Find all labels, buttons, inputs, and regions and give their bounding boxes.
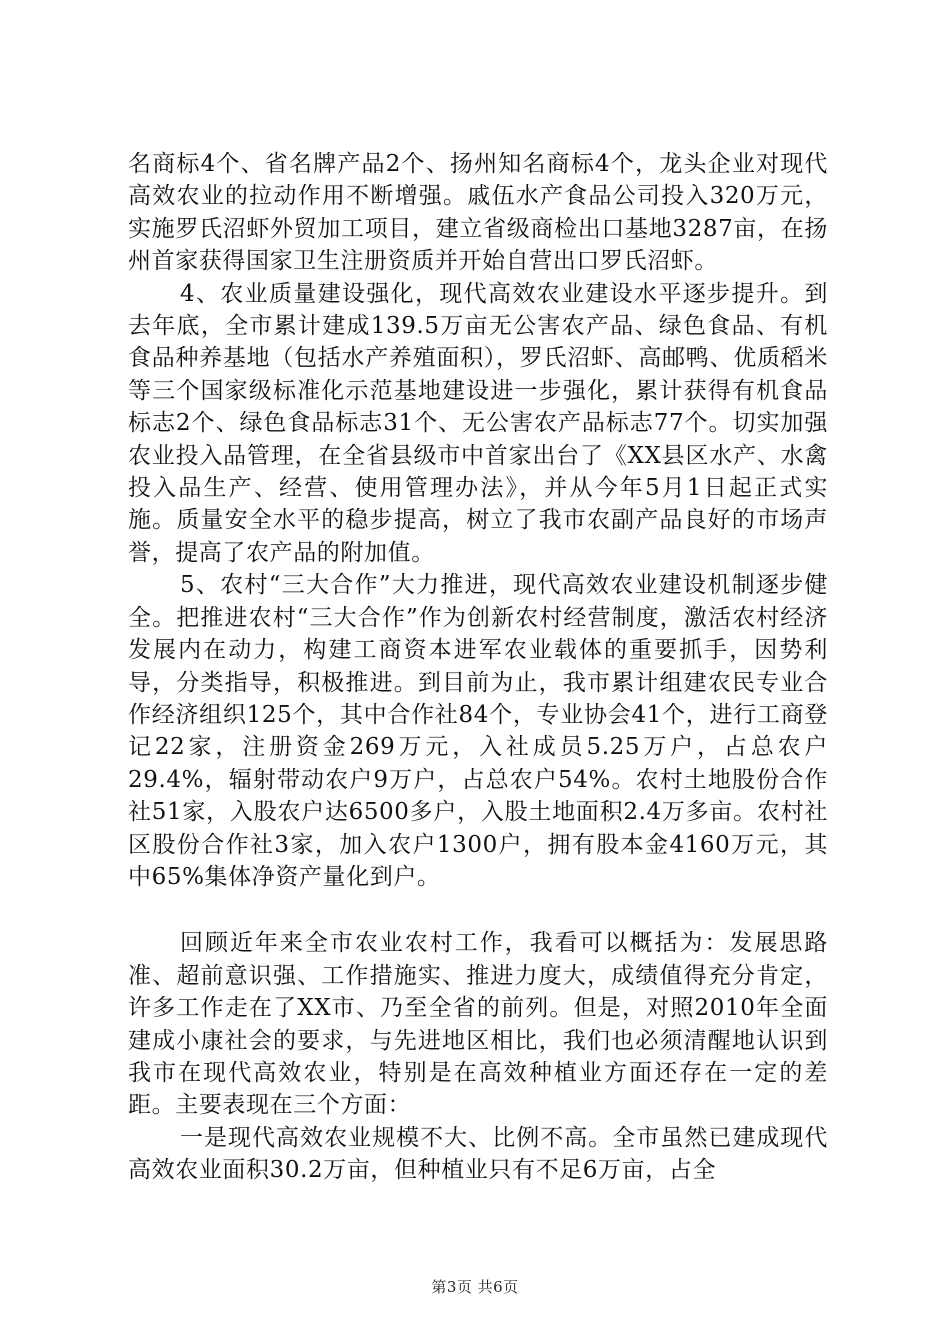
paragraph-review: 回顾近年来全市农业农村工作，我看可以概括为：发展思路准、超前意识强、工作措施实、推进力度大，成绩值得充分肯定，许多工作走在了XX市、乃至全省的前列。但是，对照2010年全面建成小康社会的要求，与先进地区相比，我们也必须清醒地认识到我市在现代高效农业，特别是在高效种植业方面还存在一定的差距。主要表现在三个方面： — [128, 930, 828, 1119]
paragraph-first-issue: 一是现代高效农业规模不大、比例不高。全市虽然已建成现代高效农业面积30.2万亩，但种植业只有不足6万亩，占全 — [128, 1124, 828, 1184]
document-body — [128, 148, 828, 1187]
paragraph-leading-brands: 名商标4个、省名牌产品2个、扬州知名商标4个，龙头企业对现代高效农业的拉动作用不断增强。戚伍水产食品公司投入320万元，实施罗氏沼虾外贸加工项目，建立省级商检出口基地3287亩，在扬州首家获得国家卫生注册资质并开始自营出口罗氏沼虾。 — [128, 151, 828, 275]
paragraph-quality-construction: 4、农业质量建设强化，现代高效农业建设水平逐步提升。到去年底，全市累计建成139.5万亩无公害农产品、绿色食品、有机食品种养基地（包括水产养殖面积），罗氏沼虾、高邮鸭、优质稻米等三个国家级标准化示范基地建设进一步强化，累计获得有机食品标志2个、绿色食品标志31个、无公害农产品标志77个。切实加强农业投入品管理，在全省县级市中首家出台了《XX县区水产、水禽投入品生产、经营、使用管理办法》，并从今年5月1日起正式实施。质量安全水平的稳步提高，树立了我市农副产品良好的市场声誉，提高了农产品的附加值。 — [128, 280, 828, 566]
page-number-footer: 第3页 共6页 — [431, 1278, 519, 1296]
paragraph-spacer — [128, 893, 828, 927]
paragraph-three-cooperations: 5、农村“三大合作”大力推进，现代高效农业建设机制逐步健全。把推进农村“三大合作”作为创新农村经营制度，激活农村经济发展内在动力，构建工商资本进军农业载体的重要抓手，因势利导，分类指导，积极推进。到目前为止，我市累计组建农民专业合作经济组织125个，其中合作社84个，专业协会41个，进行工商登记22家，注册资金269万元，入社成员5.25万户，占总农户29.4%，辐射带动农户9万户，占总农户54%。农村土地股份合作社51家，入股农户达6500多户，入股土地面积2.4万多亩。农村社区股份合作社3家，加入农户1300户，拥有股本金4160万元，其中65%集体净资产量化到户。 — [128, 572, 828, 890]
